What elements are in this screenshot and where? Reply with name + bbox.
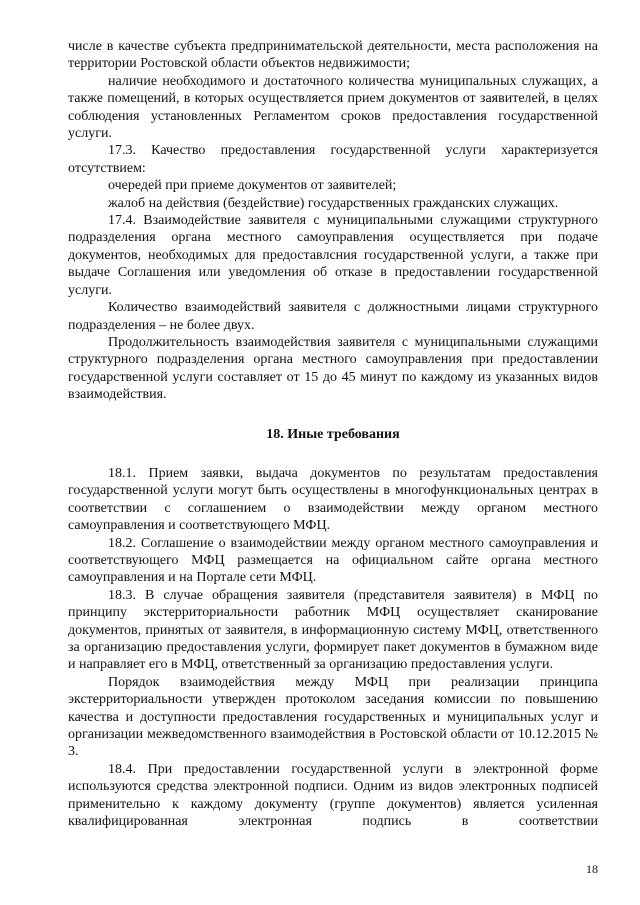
paragraph: очередей при приеме документов от заявителей; xyxy=(108,178,397,194)
paragraph: 18.3. В случае обращения заявителя (представителя заявителя) в МФЦ по принципу экстерриториальности работник МФЦ осуществляет сканирование документов, принятых от заявителя, в информационную систему МФЦ, ответственного за организацию предоставления услуги, формирует пакет документов в бумажном виде и направляет его в МФЦ, ответственный за организацию предоставления услуги. xyxy=(68,587,598,673)
paragraph: Продолжительность взаимодействия заявителя с муниципальными служащими структурного подразделения органа местного самоуправления при предоставлении государственной услуги составляет от 15 до 45 минут по каждому из указанных видов взаимодействия. xyxy=(68,334,598,403)
page-number: 18 xyxy=(586,862,598,876)
paragraph: Количество взаимодействий заявителя с должностными лицами структурного подразделения – не более двух. xyxy=(68,300,598,333)
paragraph: жалоб на действия (бездействие) государственных гражданских служащих. xyxy=(108,195,559,211)
paragraph: 17.3. Качество предоставления государственной услуги характеризуется отсутствием: xyxy=(68,143,598,176)
body-text-after-heading xyxy=(68,465,598,831)
paragraph: 18.4. При предоставлении государственной услуги в электронной форме используются средства электронной подписи. Одним из видов электронных подписей применительно к каждому документу (группе документов) является усиленная квалифицированная электронная подпись в соответствии xyxy=(68,761,598,830)
paragraph: Порядок взаимодействия между МФЦ при реализации принципа экстерриториальности утвержден протоколом заседания комиссии по повышению качества и доступности предоставления государственных и муниципальных услуг и организации межведомственного взаимодействия в Ростовской области от 10.12.2015 № 3. xyxy=(68,674,598,760)
paragraph: 18.1. Прием заявки, выдача документов по результатам предоставления государственной услуги могут быть осуществлены в многофункциональных центрах в соответствии с соглашением о взаимодействии между органом местного самоуправления и соответствующего МФЦ. xyxy=(68,465,598,534)
paragraph: числе в качестве субъекта предпринимательской деятельности, места расположения на территории Ростовской области объектов недвижимости; xyxy=(68,39,598,72)
paragraph: наличие необходимого и достаточного количества муниципальных служащих, а также помещений, в которых осуществляется прием документов от заявителей, в целях соблюдения установленных Регламентом сроков предоставления государственной услуги. xyxy=(68,73,598,142)
section-heading: 18. Иные требования xyxy=(266,426,400,442)
paragraph: 17.4. Взаимодействие заявителя с муниципальными служащими структурного подразделения органа местного самоуправления осуществляется при подаче документов, необходимых для предоставлсния государственной услуги, а также при выдаче Соглашения или уведомления об отказе в предоставлении государственной услуги. xyxy=(68,213,598,298)
body-text-before-heading xyxy=(68,38,598,404)
paragraph: 18.2. Соглашение о взаимодействии между органом местного самоуправления и соответствующего МФЦ размещается на официальном сайте органа местного самоуправления и на Портале сети МФЦ. xyxy=(68,535,598,586)
